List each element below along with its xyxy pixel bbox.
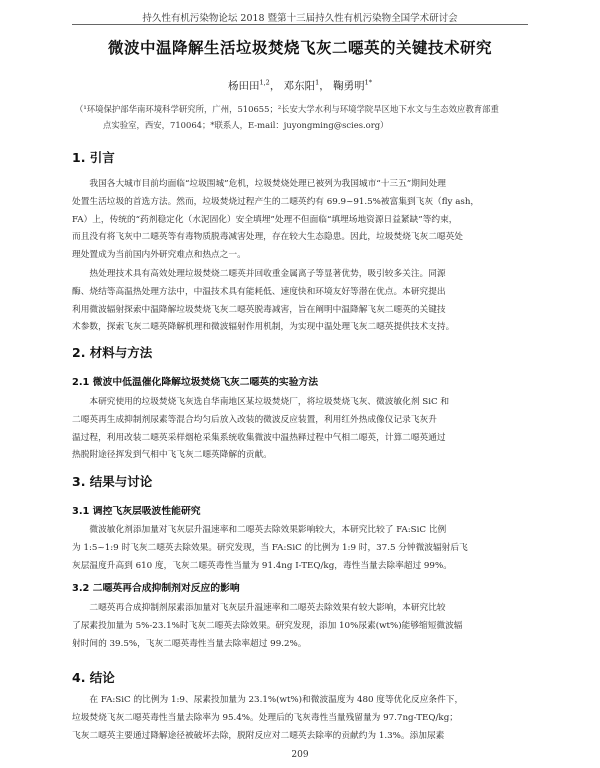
text-line: 酶、烧结等高温热处理方法中，中温技术具有能耗低、速度快和环境友好等潜在优点。本研究提出 [72,286,446,297]
body-paragraph [72,266,528,337]
section-heading-results: 3. 结果与讨论 [72,474,153,489]
section-heading-conclusion: 4. 结论 [72,670,115,685]
section-heading-introduction: 1. 引言 [72,150,115,165]
author-list: 杨田田$^{1,2}$， 邓东阳$^1$， 鞠勇明$^{1*}$ [227,78,373,92]
text-line: 术参数，探索飞灰二噁英降解机理和微波辐射作用机制，为实现中温处理飞灰二噁英提供技术支持。 [72,322,455,333]
affiliation-line: （¹环境保护部华南环境科学研究所，广州，510655；²长安大学水利与环境学院旱区地下水文与生态效应教育部重 [75,104,499,114]
text-line: 二噁英再生成抑制剂尿素等混合均匀后放入改装的微波反应装置，利用红外热成像仪记录飞灰升 [72,414,437,425]
section-heading-methods: 2. 材料与方法 [72,345,153,360]
text-line: 热脱附途径挥发到气相中飞飞灰二噁英降解的贡献。 [72,450,272,461]
text-line: 了尿素投加量为 5%-23.1%时飞灰二噁英去除效果。研究发现，添加 10%尿素(wt%)能够缩短微波辐 [72,620,463,631]
text-line: 热处理技术具有高效处理垃圾焚烧二噁英并回收重金属离子等显著优势，吸引较多关注。同源 [89,269,446,279]
author-name: 邓东阳 [283,80,316,92]
text-line: 温过程，利用改装二噁英采样烟枪采集系统收集微波中温热释过程中气相二噁英，计算二噁英通过 [72,432,446,443]
subsection-heading: 3.2 二噁英再合成抑制剂对反应的影响 [72,583,240,594]
text-line: 垃圾焚烧飞灰二噁英毒性当量去除率为 95.4%。处理后的飞灰毒性当量残留量为 97.7ng-TEQ/kg； [72,712,458,723]
text-line: 我国各大城市目前均面临“垃圾围城”危机，垃圾焚烧处理已被列为我国城市“十三五”期间处理 [89,179,446,189]
text-line: 二噁英再合成抑制剂尿素添加量对飞灰层升温速率和二噁英去除效果有较大影响，本研究比较 [89,603,446,613]
header-rule [72,24,528,25]
body-paragraph [72,394,528,465]
author-affil-mark: 1 [315,78,320,87]
subsection-heading: 2.1 微波中低温催化降解垃圾焚烧飞灰二噁英的实验方法 [72,377,319,388]
body-paragraph [72,692,528,745]
running-header: 持久性有机污染物论坛 2018 暨第十三届持久性有机污染物全国学术研讨会 [142,13,458,24]
body-paragraph [72,600,528,653]
text-line: 微波敏化剂添加量对飞灰层升温速率和二噁英去除效果影响较大，本研究比较了 FA:SiC 比例 [89,525,447,535]
text-line: 为 1:5~1:9 时飞灰二噁英去除效果。研究发现，当 FA:SiC 的比例为 1:9 时，37.5 分钟微波辐射后飞 [72,542,468,553]
affiliation-line: 点实验室，西安，710064；*联系人，E-mail：juyongming@scies.org） [103,120,389,130]
body-paragraph [72,176,528,265]
text-line: 飞灰二噁英主要通过降解途径被破坏去除，脱附反应对二噁英去除率的贡献约为 1.3%。添加尿素 [72,730,445,741]
author-affil-mark: 1,2 [259,78,270,87]
text-line: 灰层温度升高到 610 度，飞灰二噁英毒性当量为 91.4ng I-TEQ/kg，毒性当量去除率超过 99%。 [72,560,452,571]
paper-title: 微波中温降解生活垃圾焚烧飞灰二噁英的关键技术研究 [107,39,492,57]
author-name: 杨田田 [227,80,260,92]
text-line: 而且没有将飞灰中二噁英等有毒物质脱毒减害处理，存在较大生态隐患。因此，垃圾焚烧飞灰二噁英处 [72,232,463,243]
text-line: 利用微波辐射探索中温降解垃圾焚烧飞灰二噁英脱毒减害，旨在阐明中温降解飞灰二噁英的关键技 [72,304,446,315]
page-number: 209 [291,750,309,760]
text-line: 理处置成为当前国内外研究难点和热点之一。 [72,250,246,261]
text-line: 本研究使用的垃圾焚烧飞灰选自华南地区某垃圾焚烧厂，将垃圾焚烧飞灰、微波敏化剂 SiC 和 [89,397,450,407]
text-line: 处置生活垃圾的首选方法。然而，垃圾焚烧过程产生的二噁英约有 69.9~91.5%被富集到飞灰（fly ash， [72,196,480,207]
text-line: 射时间的 39.5%，飞灰二噁英毒性当量去除率超过 99.2%。 [72,638,307,649]
affiliations [75,101,527,133]
author-name: 鞠勇明 [333,80,365,92]
author-affil-mark: 1* [364,78,373,87]
subsection-heading: 3.1 调控飞灰层吸波性能研究 [72,506,201,517]
text-line: 在 FA:SiC 的比例为 1:9、尿素投加量为 23.1%(wt%)和微波温度为 480 度等优化反应条件下， [89,695,464,705]
body-paragraph [72,522,528,575]
text-line: FA）上，传统的“药剂稳定化（水泥固化）安全填埋”处理不但面临“填埋场地资源日益紧缺”等约束， [72,214,458,225]
